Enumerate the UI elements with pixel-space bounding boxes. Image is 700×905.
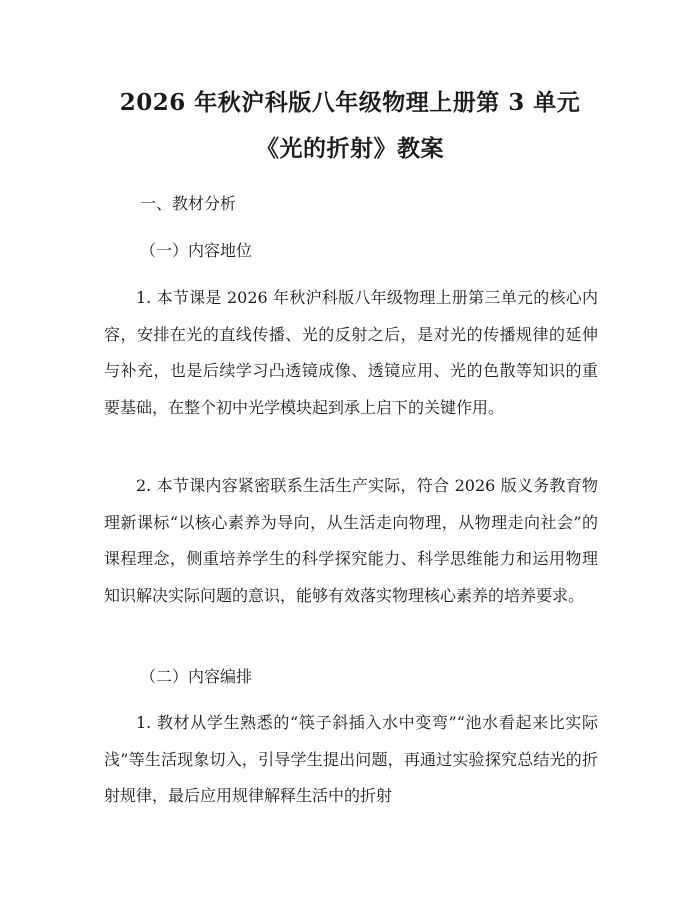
subheading-content-position: （一）内容地位	[140, 241, 253, 260]
doc-title-line2: 《光的折射》教案	[256, 135, 444, 162]
subheading-content-arrangement: （二）内容编排	[140, 667, 253, 686]
paragraph-2: 2. 本节课内容紧密联系生活生产实际，符合 2026 版义务教育物理新课标“以核心素养为导向，从生活走向物理，从物理走向社会”的课程理念，侧重培养学生的科学探究能力、科学思维能力和运用物理知识解决实际问题的意识，能够有效落实物理核心素养的培养要求。	[104, 476, 598, 605]
section-heading-analysis: 一、教材分析	[140, 194, 237, 213]
doc-title-line1: 2026 年秋沪科版八年级物理上册第 3 单元	[119, 89, 581, 116]
paragraph-3: 1. 教材从学生熟悉的“筷子斜插入水中变弯”“池水看起来比实际浅”等生活现象切入，引导学生提出问题，再通过实验探究总结光的折射规律，最后应用规律解释生活中的折射	[104, 713, 598, 805]
paragraph-1: 1. 本节课是 2026 年秋沪科版八年级物理上册第三单元的核心内容，安排在光的直线传播、光的反射之后，是对光的传播规律的延伸与补充，也是后续学习凸透镜成像、透镜应用、光的色散等知识的重要基础，在整个初中光学模块起到承上启下的关键作用。	[104, 288, 598, 417]
